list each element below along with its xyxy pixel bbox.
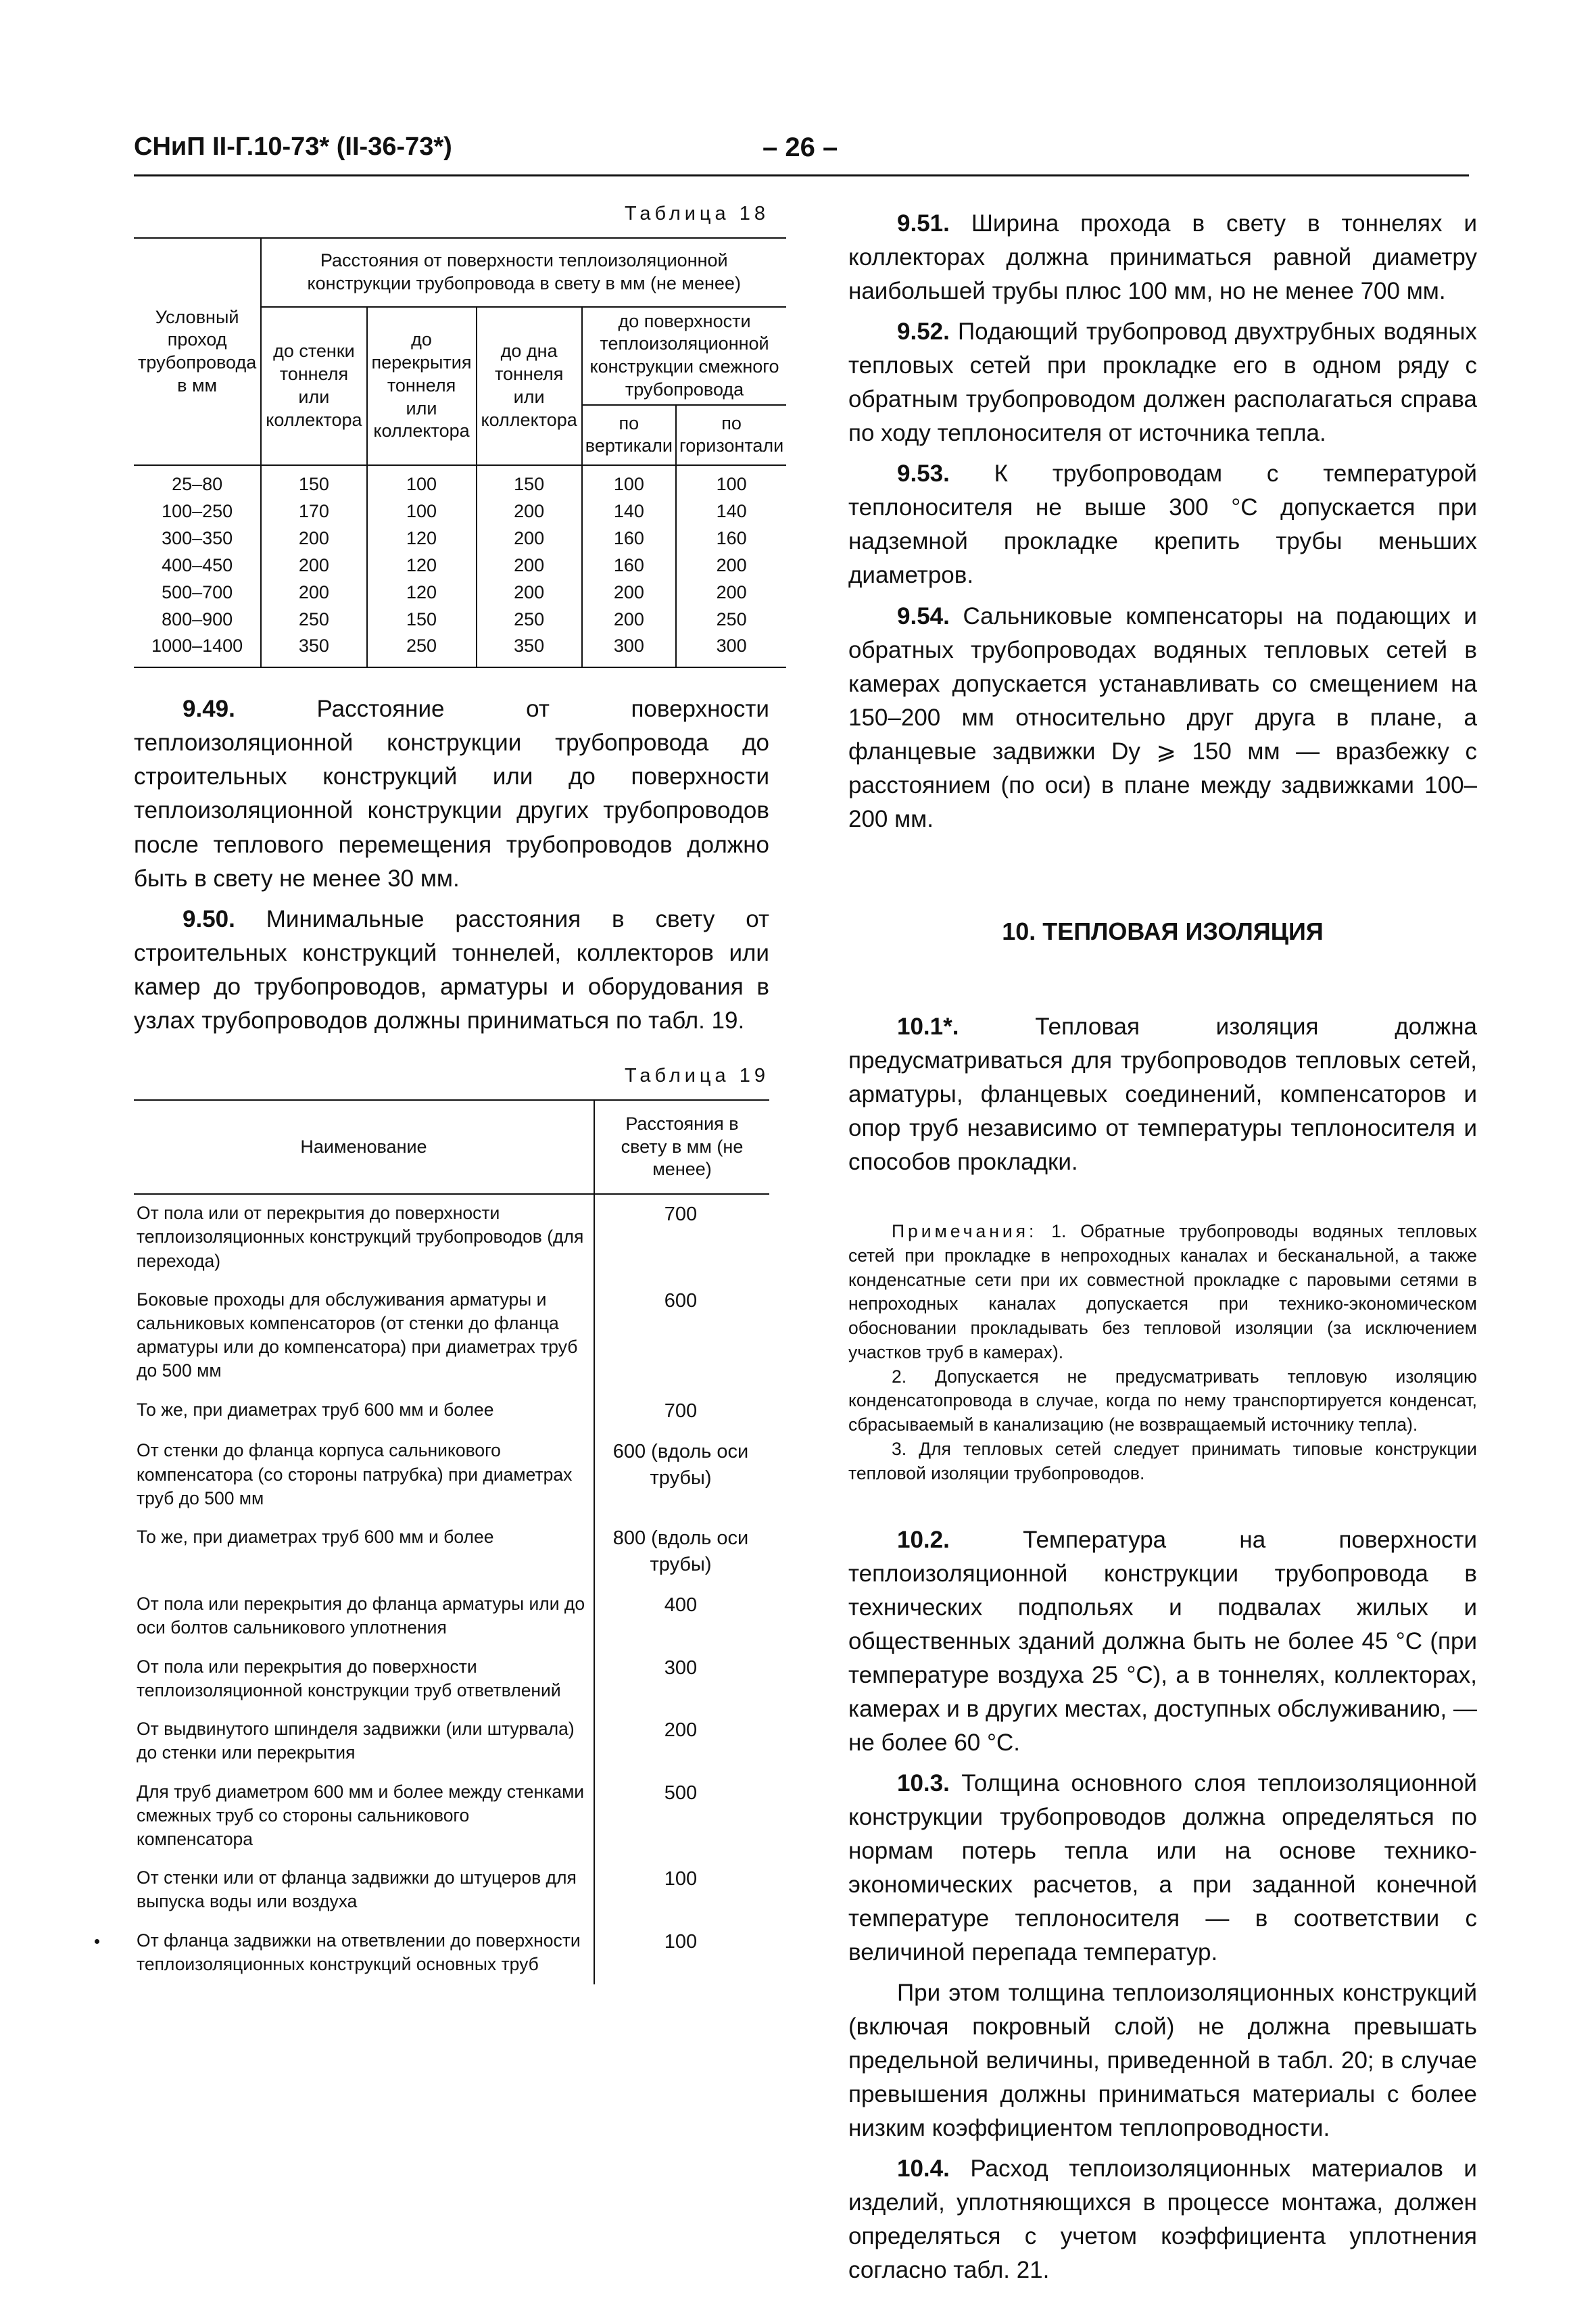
page-number: – 26 – (763, 133, 838, 162)
table-19 (134, 1099, 769, 1984)
paragraph-9-54: 9.54. Сальниковые компенсаторы на подающих и обратных трубопроводах водяных тепловых сетей в камерах допускается устанавливать со смещением на 150–200 мм относительно друг друга в плане, а фланцевые задвижки Dу ⩾ 150 мм — вразбежку с расстоянием (по оси) в плане между задвижками 100–200 мм. (848, 602, 1477, 832)
paragraph-10-3-continued: При этом толщина теплоизоляционных конструкций (включая покровный слой) не должна превышать предельной величины, приведенной в табл. 20; в случае превышения должны приниматься материалы с более низким коэффициентом теплопроводности. (848, 1980, 1477, 2142)
table-row: 25–80 150 100 150 100 100 (134, 465, 786, 498)
note-1: Примечания: 1. Обратные трубопроводы водяных тепловых сетей при прокладке в непроходных каналах и бесканальной, а также конденсатные сети при их совместной прокладке с паровыми сетями в непроходных каналах допускается при технико-экономическом обосновании прокладывать без тепловой изоляции (за исключением участков труб в камерах). (848, 1221, 1477, 1362)
t19-col-value: Расстояния в свету в мм (не менее) (594, 1100, 769, 1194)
table-row: Для труб диаметром 600 мм и более между стенками смежных труб со стороны сальникового компенсатора 500 (134, 1773, 769, 1860)
table-row: То же, при диаметрах труб 600 мм и более 800 (вдоль оси трубы) (134, 1519, 769, 1585)
table-19-caption: Таблица 19 (624, 1064, 769, 1087)
right-column (848, 207, 1477, 2295)
note-3: 3. Для тепловых сетей следует принимать типовые конструкции тепловой изоляции трубопроводов. (848, 1438, 1477, 1483)
document-code: СНиП II-Г.10-73* (II-36-73*) (134, 133, 452, 161)
table-row: 300–350 200 120 200 160 160 (134, 525, 786, 552)
table-row: 800–900 250 150 250 200 250 (134, 606, 786, 634)
paragraph-9-49: 9.49. Расстояние от поверхности теплоизоляционной конструкции трубопровода до строительных конструкций или до поверхности теплоизоляционной конструкции других трубопроводов после теплового перемещения трубопроводов должно быть в свету не менее 30 мм. (134, 696, 769, 892)
table-18-caption: Таблица 18 (624, 203, 769, 224)
table-18 (134, 237, 786, 668)
paragraph-10-1: 10.1*. Тепловая изоляция должна предусматриваться для трубопроводов тепловых сетей, арматуры, фланцевых соединений, компенсаторов и опор труб независимо от температуры теплоносителя и способов прокладки. (848, 1013, 1477, 1176)
table-row: От выдвинутого шпинделя задвижки (или штурвала) до стенки или перекрытия 200 (134, 1711, 769, 1773)
paragraph-10-4: 10.4. Расход теплоизоляционных материалов и изделий, уплотняющихся в процессе монтажа, должен определяться с учетом коэффициента уплотнения согласно табл. 21. (848, 2155, 1477, 2284)
paragraph-9-52: 9.52. Подающий трубопровод двухтрубных водяных тепловых сетей при прокладке его в одном ряду с обратным трубопроводом должен располагаться справа по ходу теплоносителя от источника тепла. (848, 318, 1477, 447)
table-row: Боковые проходы для обслуживания арматуры и сальниковых компенсаторов (от стенки до фланца арматуры или до компенсатора) при диаметрах труб до 500 мм 600 (134, 1281, 769, 1391)
table-row: От стенки или от фланца задвижки до штуцеров для выпуска воды или воздуха 100 (134, 1859, 769, 1922)
section-title: 10. ТЕПЛОВАЯ ИЗОЛЯЦИЯ (1002, 917, 1324, 945)
t18-col-wall: до стенки тоннеля или коллектора (261, 307, 366, 466)
t18-col-vertical: по вертикали (582, 405, 676, 466)
t18-col-ceiling: до перекрытия тоннеля или коллектора (367, 307, 477, 466)
table-row: То же, при диаметрах труб 600 мм и более 700 (134, 1391, 769, 1433)
table-row: 1000–1400 350 250 350 300 300 (134, 633, 786, 667)
t18-group-header: Расстояния от поверхности теплоизоляционной конструкции трубопровода в свету в мм (не менее) (261, 238, 786, 307)
t18-col-horizontal: по горизонтали (676, 405, 786, 466)
paragraph-9-51: 9.51. Ширина прохода в свету в тоннелях и коллекторах должна приниматься равной диаметру наибольшей трубы плюс 100 мм, но не менее 700 мм. (848, 210, 1477, 305)
t19-col-name: Наименование (134, 1100, 594, 1194)
paragraph-9-53: 9.53. К трубопроводам с температурой теплоносителя не выше 300 °С допускается при надземной прокладке крепить трубы меньших диаметров. (848, 460, 1477, 589)
paragraph-10-3: 10.3. Толщина основного слоя теплоизоляционной конструкции трубопроводов должна определяться по нормам потерь тепла или на основе технико-экономических расчетов, а при заданной конечной температуре теплоносителя — в соответствии с величиной перепада температур. (848, 1769, 1477, 1966)
table-row: 500–700 200 120 200 200 200 (134, 579, 786, 606)
table-row: От пола или от перекрытия до поверхности теплоизоляционных конструкций трубопроводов (для перехода) 700 (134, 1194, 769, 1281)
paragraph-10-2: 10.2. Температура на поверхности теплоизоляционной конструкции трубопровода в технических подпольях и подвалах жилых и общественных зданий должна быть не более 45 °С (при температуре воздуха 25 °С), а в тоннелях, коллекторах, камерах и в других местах, доступных обслуживанию, — не более 60 °С. (848, 1526, 1477, 1756)
page-header (134, 133, 1469, 176)
notes-block (848, 1220, 1477, 1485)
table-row: От пола или перекрытия до фланца арматуры или до оси болтов сальникового уплотнения 400 (134, 1585, 769, 1648)
table-row: От пола или перекрытия до поверхности теплоизоляционной конструкции труб ответвлений 300 (134, 1648, 769, 1711)
left-column (134, 203, 784, 1984)
table-row: 400–450 200 120 200 160 200 (134, 552, 786, 579)
table-row: От фланца задвижки на ответвлении до поверхности теплоизоляционных конструкций основных труб 100 (134, 1922, 769, 1984)
t18-col-adjacent: до поверхности теплоизоляционной конструкции смежного трубопровода (582, 307, 786, 405)
paragraph-9-50: 9.50. Минимальные расстояния в свету от строительных конструкций тоннелей, коллекторов или камер до трубопроводов, арматуры и оборудования в узлах трубопроводов должны приниматься по табл. 19. (134, 905, 769, 1034)
t18-col-nominal-bore: Условный проход трубопровода в мм (138, 306, 257, 396)
t18-col-bottom: до дна тоннеля или коллектора (477, 307, 582, 466)
note-2: 2. Допускается не предусматривать тепловую изоляцию конденсатопровода в случае, когда по нему транспортируется конденсат, сбрасываемый в канализацию (не возвращаемый источнику тепла). (848, 1366, 1477, 1435)
margin-dot (95, 1939, 99, 1944)
table-row: 100–250 170 100 200 140 140 (134, 498, 786, 525)
table-row: От стенки до фланца корпуса сальникового компенсатора (со стороны патрубка) при диаметрах труб до 500 мм 600 (вдоль оси трубы) (134, 1432, 769, 1519)
